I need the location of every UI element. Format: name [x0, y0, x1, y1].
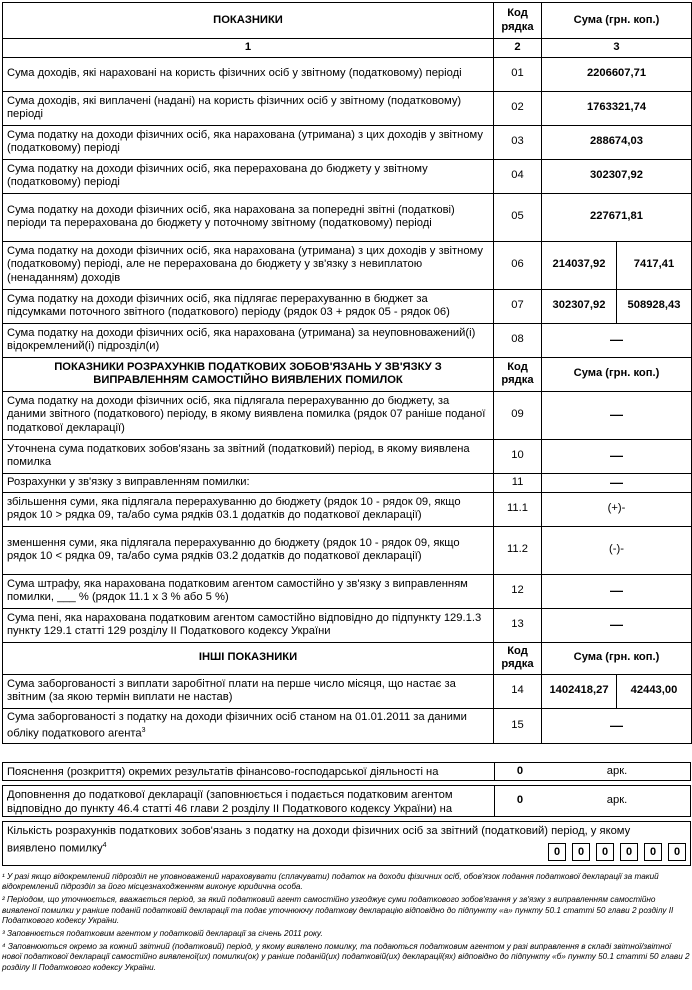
- row-value[interactable]: 2206607,71: [542, 57, 692, 91]
- header-row: [3, 3, 692, 39]
- supplement-value[interactable]: 0: [516, 794, 524, 806]
- header-code: Код рядка: [494, 3, 542, 39]
- row-value[interactable]: —: [542, 323, 692, 357]
- row-code: 01: [494, 57, 542, 91]
- footnotes: [2, 872, 690, 976]
- row-code: 04: [494, 159, 542, 193]
- row-value-b[interactable]: 508928,43: [617, 289, 692, 323]
- row-value[interactable]: (-)-: [542, 526, 692, 574]
- table-row: [3, 439, 692, 473]
- explanation-box: [2, 762, 691, 781]
- footnote-3: ³ Заповнюється податковим агентом у податковій декларації за січень 2011 року.: [2, 929, 323, 939]
- explanation-value[interactable]: 0: [516, 765, 524, 777]
- table-row: [3, 473, 692, 492]
- row-value[interactable]: 288674,03: [542, 125, 692, 159]
- row-text: Сума податку на доходи фізичних осіб, яка нарахована за попередні звітні (податкові) періоди та перерахована до бюджету у поточному звітному (податковому) періоді: [3, 193, 494, 241]
- row-value[interactable]: (+)-: [542, 492, 692, 526]
- section3-title: ІНШІ ПОКАЗНИКИ: [3, 642, 494, 674]
- explanation-unit: арк.: [606, 765, 628, 777]
- table-row: [3, 57, 692, 91]
- col-num-2: 2: [494, 39, 542, 58]
- footnote-1: ¹ У разі якщо відокремлений підрозділ не уповноважений нараховувати (сплачувати) податок на доходи фізичних осіб, обов'язок подання податкової декларації за такий відокремлений підрозділ за його місцезнаходженням виконує юридична особа.: [2, 872, 659, 892]
- row-value-a[interactable]: 302307,92: [542, 289, 617, 323]
- divider: [494, 786, 495, 816]
- row-text: Сума заборгованості з виплати заробітної плати на перше число місяця, що настає за звітним (за якою термін виплати не настав): [3, 674, 494, 708]
- row-code: 11.2: [494, 526, 542, 574]
- header-sum: Сума (грн. коп.): [542, 3, 692, 39]
- row-code: 03: [494, 125, 542, 159]
- section2-title: ПОКАЗНИКИ РОЗРАХУНКІВ ПОДАТКОВИХ ЗОБОВ'ЯЗАНЬ У ЗВ'ЯЗКУ З ВИПРАВЛЕННЯМ САМОСТІЙНО ВИЯВЛЕНИХ ПОМИЛОК: [3, 357, 494, 391]
- row-code: 08: [494, 323, 542, 357]
- supplement-unit: арк.: [606, 794, 628, 806]
- row-value[interactable]: —: [542, 473, 692, 492]
- row-code: 11: [494, 473, 542, 492]
- row-text: Уточнена сума податкових зобов'язань за звітний (податковий) період, в якому виявлена помилка: [3, 439, 494, 473]
- table-row: [3, 526, 692, 574]
- row-text: зменшення суми, яка підлягала перерахуванню до бюджету (рядок 10 - рядок 09, якщо рядок 10 < рядка 09, та/або сума рядків 03.2 додатків до податкової декларації): [3, 526, 494, 574]
- section3-header-sum: Сума (грн. коп.): [542, 642, 692, 674]
- row-value[interactable]: 302307,92: [542, 159, 692, 193]
- row-code: 15: [494, 708, 542, 744]
- error-count-text: Кількість розрахунків податкових зобов'язань з податку на доходи фізичних осіб за звітний (податковий) період, у якому виявлено помилку: [7, 825, 631, 855]
- header-indicator: ПОКАЗНИКИ: [3, 3, 494, 39]
- row-text: Сума доходів, які виплачені (надані) на користь фізичних осіб у звітному (податковому) періоді: [3, 91, 494, 125]
- row-text-15: [3, 708, 494, 744]
- row-code: 14: [494, 674, 542, 708]
- supplement-text: Доповнення до податкової декларації (заповнюється і подається податковим агентом відповідно до пункту 46.4 статті 46 глави 2 розділу II Податкового кодексу України) на: [7, 789, 453, 815]
- divider: [494, 763, 495, 780]
- col-num-1: 1: [3, 39, 494, 58]
- row-text: Сума податку на доходи фізичних осіб, яка нарахована (утримана) за неуповноважений(і) відокремлений(і) підрозділ(и): [3, 323, 494, 357]
- digit-cell[interactable]: 0: [620, 843, 638, 861]
- row-value[interactable]: —: [542, 574, 692, 608]
- row-text: Сума податку на доходи фізичних осіб, яка нарахована (утримана) з цих доходів у звітному (податковому) періоді, але не перерахована до бюджету у зв'язку з невиплатою (ненаданням) доходів: [3, 241, 494, 289]
- row-text: Сума штрафу, яка нарахована податковим агентом самостійно у зв'язку з виправленням помилки, ___ % (рядок 11.1 х 3 % або 5 %): [3, 574, 494, 608]
- col-num-3: 3: [542, 39, 692, 58]
- row-text: Сума заборгованості з податку на доходи фізичних осіб станом на 01.01.2011 за даними обліку податкового агента: [7, 710, 467, 740]
- table-row: [3, 574, 692, 608]
- row-text: Сума доходів, які нараховані на користь фізичних осіб у звітному (податковому) періоді: [3, 57, 494, 91]
- declaration-table: [2, 2, 692, 744]
- row-text: Сума податку на доходи фізичних осіб, яка підлягала перерахуванню до бюджету, за даними звітного (податкового) періоду, в якому виявлена помилка (рядок 07 раніше поданої податкової декларації): [3, 391, 494, 439]
- section2-header-code: Код рядка: [494, 357, 542, 391]
- table-row: [3, 125, 692, 159]
- table-row: [3, 91, 692, 125]
- row-code: 06: [494, 241, 542, 289]
- row-value-b[interactable]: 7417,41: [617, 241, 692, 289]
- table-row: [3, 674, 692, 708]
- row-code: 12: [494, 574, 542, 608]
- table-row: [3, 193, 692, 241]
- error-count-box: [2, 821, 691, 866]
- row-code: 13: [494, 608, 542, 642]
- row-code: 05: [494, 193, 542, 241]
- table-row: [3, 323, 692, 357]
- row-value[interactable]: —: [542, 608, 692, 642]
- row-code: 02: [494, 91, 542, 125]
- table-row: [3, 289, 692, 323]
- row-code: 10: [494, 439, 542, 473]
- footnote-4: ⁴ Заповнюються окремо за кожний звітний (податковий) період, у якому виявлено помилку, та подаються податковим агентом у разі виправлення в складі звітної/звітної нової податкової декларації самостійно виявленої(их) помилки(ок) у раніше поданій(их) податковій(их) декларації(ях) відповідно до підпункту «б» пункту 50.1 статті 50 глави 2 розділу II Податкового кодексу України.: [2, 942, 690, 972]
- digit-cell[interactable]: 0: [548, 843, 566, 861]
- row-value[interactable]: —: [542, 708, 692, 744]
- row-value[interactable]: —: [542, 439, 692, 473]
- row-value-b[interactable]: 42443,00: [617, 674, 692, 708]
- row-text: Сума податку на доходи фізичних осіб, яка підлягає перерахуванню в бюджет за підсумками поточного звітного (податкового) періоду (рядок 03 + рядок 05 - рядок 06): [3, 289, 494, 323]
- footnote-2: ² Періодом, що уточнюється, вважається період, за який податковий агент самостійно узгоджує суми податкового зобов'язання у зв'язку з виправленням самостійно виявленої помилки у раніше поданій податковій декларації та подає уточнюючу податкову декларацію відповідно до підпункту «а» пункту 50.1 статті 50 глави 2 розділу II Податкового кодексу України.: [2, 895, 674, 925]
- error-count-digits: [548, 843, 686, 861]
- section3-header-row: [3, 642, 692, 674]
- column-numbers-row: [3, 39, 692, 58]
- row-value-a[interactable]: 214037,92: [542, 241, 617, 289]
- table-row: [3, 708, 692, 744]
- row-value[interactable]: 227671,81: [542, 193, 692, 241]
- supplement-box: [2, 785, 691, 817]
- section2-header-sum: Сума (грн. коп.): [542, 357, 692, 391]
- digit-cell[interactable]: 0: [668, 843, 686, 861]
- digit-cell[interactable]: 0: [596, 843, 614, 861]
- digit-cell[interactable]: 0: [644, 843, 662, 861]
- row-text: Сума податку на доходи фізичних осіб, яка перерахована до бюджету у звітному (податковому) періоді: [3, 159, 494, 193]
- row-text: Сума пені, яка нарахована податковим агентом самостійно відповідно до підпункту 129.1.3 пункту 129.1 статті 129 розділу II Податкового кодексу України: [3, 608, 494, 642]
- row-code: 07: [494, 289, 542, 323]
- footnote-ref: 4: [102, 841, 107, 849]
- section2-header-row: [3, 357, 692, 391]
- row-text: збільшення суми, яка підлягала перерахуванню до бюджету (рядок 10 - рядок 09, якщо рядок 10 > рядка 09, та/або сума рядків 03.1 додатків до податкової декларації): [3, 492, 494, 526]
- digit-cell[interactable]: 0: [572, 843, 590, 861]
- row-code: 09: [494, 391, 542, 439]
- row-value-a[interactable]: 1402418,27: [542, 674, 617, 708]
- row-value[interactable]: —: [542, 391, 692, 439]
- table-row: [3, 159, 692, 193]
- table-row: [3, 241, 692, 289]
- row-text: Розрахунки у зв'язку з виправленням помилки:: [3, 473, 494, 492]
- section3-header-code: Код рядка: [494, 642, 542, 674]
- table-row: [3, 391, 692, 439]
- row-code: 11.1: [494, 492, 542, 526]
- table-row: [3, 492, 692, 526]
- footnote-ref: 3: [141, 727, 146, 734]
- explanation-text: Пояснення (розкриття) окремих результатів фінансово-господарської діяльності на: [7, 766, 439, 778]
- table-row: [3, 608, 692, 642]
- row-value[interactable]: 1763321,74: [542, 91, 692, 125]
- row-text: Сума податку на доходи фізичних осіб, яка нарахована (утримана) з цих доходів у звітному (податковому) періоді: [3, 125, 494, 159]
